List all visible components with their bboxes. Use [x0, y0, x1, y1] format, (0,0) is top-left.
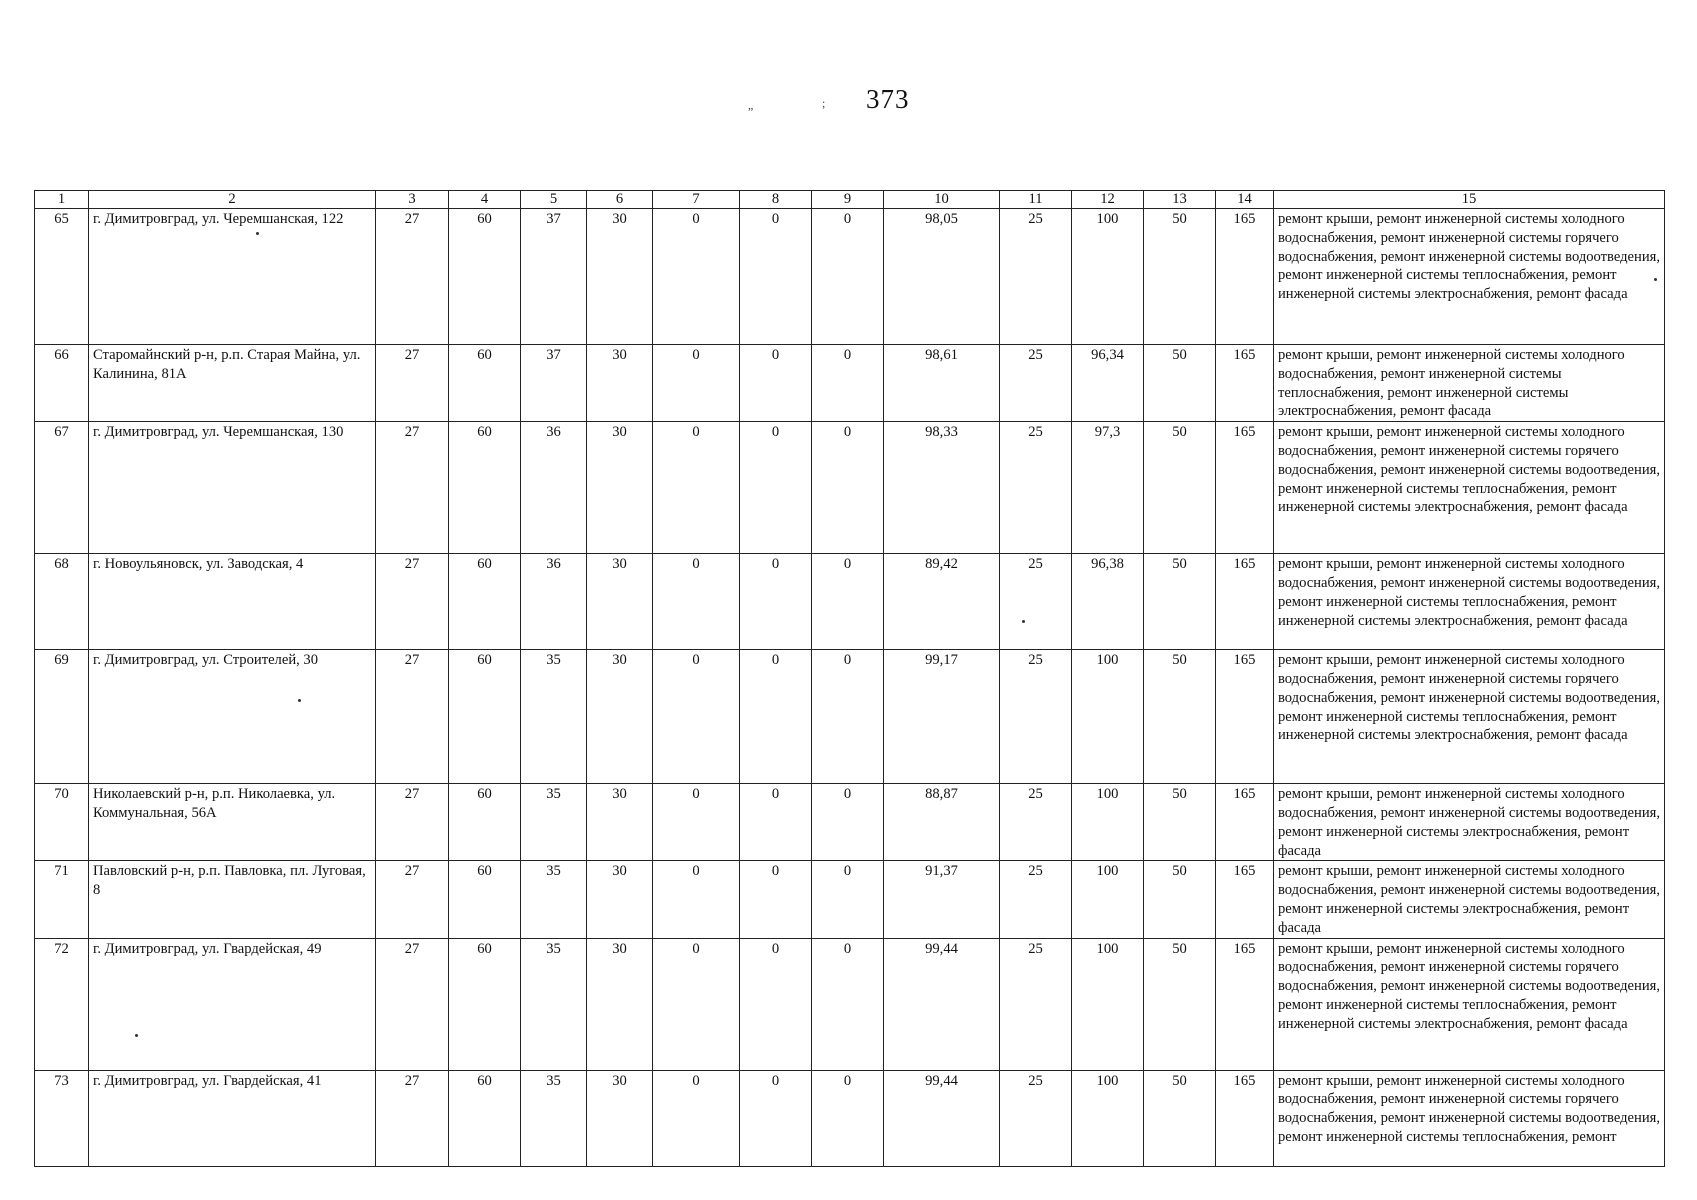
address-cell: г. Димитровград, ул. Черемшанская, 122: [89, 209, 376, 345]
table-cell: 37: [521, 209, 587, 345]
table-cell: 27: [376, 784, 449, 861]
table-cell: 35: [521, 938, 587, 1070]
works-cell: ремонт крыши, ремонт инженерной системы холодного водоснабжения, ремонт инженерной системы горячего водоснабжения, ремонт инженерной системы водоотведения, ремонт инженерной системы теплоснабжения, ремонт инженерной системы электроснабжения, ремонт фасада: [1274, 422, 1665, 554]
table-cell: 165: [1216, 345, 1274, 422]
table-cell: 30: [587, 209, 653, 345]
address-cell: г. Димитровград, ул. Строителей, 30: [89, 650, 376, 784]
table-cell: 30: [587, 345, 653, 422]
table-cell: 165: [1216, 1070, 1274, 1166]
table-cell: 35: [521, 1070, 587, 1166]
table-row: [35, 554, 1665, 650]
table-cell: 99,17: [884, 650, 1000, 784]
column-header: 14: [1216, 191, 1274, 209]
table-cell: 91,37: [884, 861, 1000, 938]
table-cell: 0: [812, 422, 884, 554]
table-cell: 0: [740, 554, 812, 650]
works-cell: ремонт крыши, ремонт инженерной системы холодного водоснабжения, ремонт инженерной системы горячего водоснабжения, ремонт инженерной системы водоотведения, ремонт инженерной системы теплоснабжения, ремонт инженерной системы электроснабжения, ремонт фасада: [1274, 209, 1665, 345]
table-cell: 50: [1144, 422, 1216, 554]
table-cell: 0: [812, 209, 884, 345]
table-row: [35, 422, 1665, 554]
address-cell: Павловский р-н, р.п. Павловка, пл. Луговая, 8: [89, 861, 376, 938]
table-cell: 89,42: [884, 554, 1000, 650]
works-cell: ремонт крыши, ремонт инженерной системы холодного водоснабжения, ремонт инженерной системы водоотведения, ремонт инженерной системы электроснабжения, ремонт фасада: [1274, 784, 1665, 861]
column-header: 4: [449, 191, 521, 209]
column-header: 13: [1144, 191, 1216, 209]
column-header: 5: [521, 191, 587, 209]
column-header: 7: [653, 191, 740, 209]
table-cell: 60: [449, 345, 521, 422]
table-cell: 0: [653, 650, 740, 784]
table-cell: 0: [740, 1070, 812, 1166]
table-row: [35, 861, 1665, 938]
address-cell: г. Димитровград, ул. Черемшанская, 130: [89, 422, 376, 554]
table-cell: 99,44: [884, 1070, 1000, 1166]
table-cell: 0: [812, 1070, 884, 1166]
table-cell: 0: [812, 784, 884, 861]
column-header: 11: [1000, 191, 1072, 209]
table-cell: 0: [812, 345, 884, 422]
table-cell: 25: [1000, 345, 1072, 422]
table-cell: 27: [376, 1070, 449, 1166]
table-cell: 0: [740, 422, 812, 554]
table-cell: 60: [449, 650, 521, 784]
table-cell: 0: [653, 861, 740, 938]
table-cell: 0: [653, 209, 740, 345]
table-cell: 27: [376, 345, 449, 422]
table-cell: 25: [1000, 784, 1072, 861]
works-cell: ремонт крыши, ремонт инженерной системы холодного водоснабжения, ремонт инженерной системы водоотведения, ремонт инженерной системы электроснабжения, ремонт фасада: [1274, 861, 1665, 938]
table-cell: 50: [1144, 1070, 1216, 1166]
table-cell: 27: [376, 554, 449, 650]
table-cell: 0: [812, 861, 884, 938]
table-cell: 30: [587, 650, 653, 784]
table-cell: 100: [1072, 209, 1144, 345]
table-cell: 30: [587, 784, 653, 861]
table-cell: 165: [1216, 209, 1274, 345]
table-cell: 50: [1144, 345, 1216, 422]
table-cell: 50: [1144, 209, 1216, 345]
column-header: 10: [884, 191, 1000, 209]
table-cell: 0: [740, 345, 812, 422]
address-cell: г. Димитровград, ул. Гвардейская, 41: [89, 1070, 376, 1166]
table-cell: 30: [587, 554, 653, 650]
table-cell: 60: [449, 861, 521, 938]
scan-speck: [298, 699, 301, 702]
table-cell: 96,34: [1072, 345, 1144, 422]
table-cell: 100: [1072, 938, 1144, 1070]
table-cell: 165: [1216, 650, 1274, 784]
table-cell: 0: [740, 938, 812, 1070]
table-cell: 99,44: [884, 938, 1000, 1070]
row-number-cell: 73: [35, 1070, 89, 1166]
column-header: 2: [89, 191, 376, 209]
table-cell: 37: [521, 345, 587, 422]
table-cell: 0: [740, 209, 812, 345]
table-cell: 60: [449, 422, 521, 554]
table-cell: 27: [376, 650, 449, 784]
row-number-cell: 65: [35, 209, 89, 345]
table-cell: 97,3: [1072, 422, 1144, 554]
table-cell: 27: [376, 422, 449, 554]
table-cell: 36: [521, 554, 587, 650]
table-row: [35, 938, 1665, 1070]
table-cell: 30: [587, 1070, 653, 1166]
works-cell: ремонт крыши, ремонт инженерной системы холодного водоснабжения, ремонт инженерной системы горячего водоснабжения, ремонт инженерной системы водоотведения, ремонт инженерной системы теплоснабжения, ремонт инженерной системы электроснабжения, ремонт фасада: [1274, 938, 1665, 1070]
table-cell: 165: [1216, 784, 1274, 861]
table-cell: 35: [521, 861, 587, 938]
table-cell: 36: [521, 422, 587, 554]
table-cell: 0: [740, 784, 812, 861]
column-header: 15: [1274, 191, 1665, 209]
table-cell: 165: [1216, 554, 1274, 650]
table-cell: 165: [1216, 938, 1274, 1070]
row-number-cell: 70: [35, 784, 89, 861]
table-cell: 0: [740, 861, 812, 938]
table-cell: 100: [1072, 1070, 1144, 1166]
table-cell: 0: [653, 345, 740, 422]
address-cell: Старомайнский р-н, р.п. Старая Майна, ул. Калинина, 81А: [89, 345, 376, 422]
scan-speck: [1022, 620, 1025, 623]
column-header: 1: [35, 191, 89, 209]
table-cell: 100: [1072, 784, 1144, 861]
row-number-cell: 68: [35, 554, 89, 650]
table-cell: 50: [1144, 554, 1216, 650]
table-cell: 25: [1000, 209, 1072, 345]
table-cell: 25: [1000, 1070, 1072, 1166]
table-cell: 25: [1000, 422, 1072, 554]
row-number-cell: 66: [35, 345, 89, 422]
works-cell: ремонт крыши, ремонт инженерной системы холодного водоснабжения, ремонт инженерной системы водоотведения, ремонт инженерной системы теплоснабжения, ремонт инженерной системы электроснабжения, ремонт фасада: [1274, 554, 1665, 650]
scan-mark: ;: [822, 96, 826, 110]
table-cell: 50: [1144, 938, 1216, 1070]
table-cell: 0: [812, 650, 884, 784]
data-table: [34, 190, 1665, 1167]
table-cell: 25: [1000, 938, 1072, 1070]
works-cell: ремонт крыши, ремонт инженерной системы холодного водоснабжения, ремонт инженерной системы горячего водоснабжения, ремонт инженерной системы водоотведения, ремонт инженерной системы теплоснабжения, ремонт инженерной системы электроснабжения, ремонт фасада: [1274, 650, 1665, 784]
row-number-cell: 72: [35, 938, 89, 1070]
table-cell: 27: [376, 861, 449, 938]
table-cell: 0: [653, 422, 740, 554]
works-cell: ремонт крыши, ремонт инженерной системы холодного водоснабжения, ремонт инженерной системы горячего водоснабжения, ремонт инженерной системы водоотведения, ремонт инженерной системы теплоснабжения, ремонт: [1274, 1070, 1665, 1166]
table-cell: 60: [449, 1070, 521, 1166]
table-cell: 0: [740, 650, 812, 784]
table-body: [35, 209, 1665, 1167]
table-cell: 50: [1144, 784, 1216, 861]
works-cell: ремонт крыши, ремонт инженерной системы холодного водоснабжения, ремонт инженерной системы теплоснабжения, ремонт инженерной системы электроснабжения, ремонт фасада: [1274, 345, 1665, 422]
table-cell: 96,38: [1072, 554, 1144, 650]
table-cell: 25: [1000, 861, 1072, 938]
table-cell: 0: [653, 1070, 740, 1166]
row-number-cell: 67: [35, 422, 89, 554]
table-cell: 0: [653, 938, 740, 1070]
table-cell: 0: [812, 938, 884, 1070]
table-cell: 60: [449, 554, 521, 650]
table-cell: 30: [587, 422, 653, 554]
scan-speck: [1654, 278, 1657, 281]
table-cell: 88,87: [884, 784, 1000, 861]
column-header: 9: [812, 191, 884, 209]
table-row: [35, 1070, 1665, 1166]
row-number-cell: 69: [35, 650, 89, 784]
table-cell: 100: [1072, 650, 1144, 784]
table-cell: 165: [1216, 861, 1274, 938]
scan-mark: „: [748, 98, 754, 112]
column-header: 3: [376, 191, 449, 209]
column-header: 8: [740, 191, 812, 209]
page-number: 373: [866, 84, 910, 114]
table-cell: 35: [521, 784, 587, 861]
column-header: 6: [587, 191, 653, 209]
column-header: 12: [1072, 191, 1144, 209]
address-cell: г. Новоульяновск, ул. Заводская, 4: [89, 554, 376, 650]
table-cell: 27: [376, 938, 449, 1070]
table-row: [35, 345, 1665, 422]
table-cell: 0: [653, 784, 740, 861]
table-cell: 165: [1216, 422, 1274, 554]
table-cell: 0: [653, 554, 740, 650]
table-cell: 60: [449, 209, 521, 345]
header-row: [35, 191, 1665, 209]
table-cell: 30: [587, 861, 653, 938]
table-row: [35, 650, 1665, 784]
table-cell: 100: [1072, 861, 1144, 938]
table-cell: 98,33: [884, 422, 1000, 554]
row-number-cell: 71: [35, 861, 89, 938]
address-cell: Николаевский р-н, р.п. Николаевка, ул. Коммунальная, 56А: [89, 784, 376, 861]
scan-speck: [135, 1034, 138, 1037]
table-cell: 0: [812, 554, 884, 650]
address-cell: г. Димитровград, ул. Гвардейская, 49: [89, 938, 376, 1070]
table-cell: 25: [1000, 650, 1072, 784]
table-cell: 35: [521, 650, 587, 784]
table-cell: 98,05: [884, 209, 1000, 345]
table-cell: 60: [449, 938, 521, 1070]
table-cell: 50: [1144, 650, 1216, 784]
table-cell: 25: [1000, 554, 1072, 650]
table-cell: 60: [449, 784, 521, 861]
table-cell: 30: [587, 938, 653, 1070]
table-row: [35, 784, 1665, 861]
table-cell: 50: [1144, 861, 1216, 938]
scan-speck: [256, 232, 259, 235]
table-cell: 98,61: [884, 345, 1000, 422]
table-cell: 27: [376, 209, 449, 345]
table-row: [35, 209, 1665, 345]
